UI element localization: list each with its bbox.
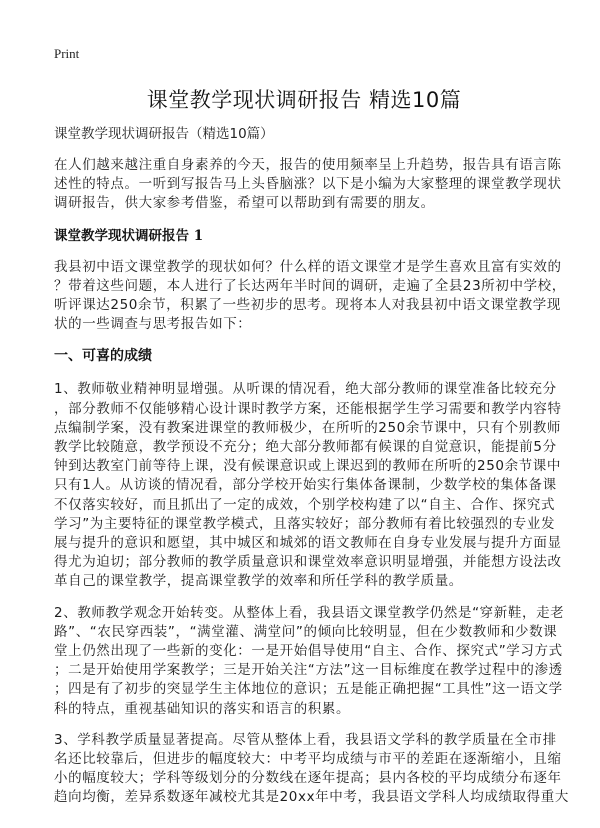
text-line: 堂上仍然出现了一些新的变化：一是开始倡导使用“自主、合作、探究式”学习方式: [54, 643, 563, 660]
section-heading: 课堂教学现状调研报告 1: [54, 227, 204, 244]
text-line: 路”、“农民穿西装”，“满堂灌、满堂问”的倾向比较明显，但在少数教师和少数课: [54, 623, 558, 640]
text-line: ，部分教师不仅能够精心设计课时教学方案，还能根据学生学习需要和教学内容特: [54, 400, 562, 417]
text-line: 在人们越来越注重自身素养的今天，报告的使用频率呈上升趋势，报告具有语言陈: [54, 157, 562, 173]
document-subtitle: 课堂教学现状调研报告（精选10篇）: [54, 126, 274, 142]
text-line: 趋向均衡，差异系数逐年减校尤其是20xx年中考，我县语文学科人均成绩取得重大: [54, 789, 569, 806]
item-3-paragraph: [54, 731, 569, 808]
text-line: ；二是开始使用学案教学；三是开始关注“方法”这一目标维度在教学过程中的渗透: [54, 662, 563, 679]
text-line: 调研报告，供大家参考借鉴，希望可以帮助到有需要的朋友。: [54, 195, 435, 212]
text-line: 不仅落实较好，而且抓出了一定的成效，个别学校构建了以“自主、合作、探究式: [54, 496, 556, 513]
document-title: 课堂教学现状调研报告 精选10篇: [146, 88, 462, 112]
text-line: ？带着这些问题，本人进行了长达两年半时间的调研，走遍了全县23所初中学校，: [54, 277, 566, 294]
text-line: 1、教师敬业精神明显增强。从听课的情况看，绝大部分教师的课堂准备比较充分: [54, 381, 557, 398]
text-line: 述性的特点。一听到写报告马上头昏脑涨？以下是小编为大家整理的课堂教学现状: [54, 176, 562, 193]
text-line: 名还比较靠后，但进步的幅度较大：中考平均成绩与市平的差距在逐渐缩小，且缩: [54, 751, 562, 768]
opening-paragraph: [54, 258, 566, 335]
text-line: 我县初中语文课堂教学的现状如何？什么样的语文课堂才是学生喜欢且富有实效的: [54, 258, 562, 275]
intro-paragraph: [54, 156, 562, 214]
text-line: 得尤为迫切；部分教师的教学质量意识和课堂效率意识明显增强，并能想方设法改: [54, 554, 562, 571]
text-line: 状的一些调查与思考报告如下：: [54, 316, 252, 333]
text-line: 2、教师教学观念开始转变。从整体上看，我县语文课堂教学仍然是“穿新鞋，走老: [54, 604, 565, 621]
text-line: 学习”为主要特征的课堂教学模式，且落实较好；部分教师有着比较强烈的专业发: [54, 515, 556, 532]
text-line: 小的幅度较大；学科等级划分的分数线在逐年提高；县内各校的平均成绩分布逐年: [54, 770, 562, 787]
text-line: ；四是有了初步的突显学生主体地位的意识；五是能正确把握“工具性”这一语文学: [54, 681, 563, 698]
text-line: 科的特点，重视基础知识的落实和语言的积累。: [54, 700, 351, 717]
text-line: 革自己的课堂教学，提高课堂教学的效率和所任学科的教学质量。: [54, 573, 463, 590]
text-line: 展与提升的意识和愿望，其中城区和城郊的语文教师在自身专业发展与提升方面显: [54, 535, 562, 552]
text-line: 钟到达教室门前等待上课，没有候课意识或上课迟到的教师在所听的250余节课中: [54, 458, 561, 475]
item-1-paragraph: [54, 380, 562, 591]
text-line: 教学比较随意，教学预设不充分；绝大部分教师都有候课的自觉意识，能提前5分: [54, 439, 557, 456]
text-line: 3、学科教学质量显著提高。尽管从整体上看，我县语文学科的教学质量在全市排: [54, 731, 557, 748]
document-page: [54, 44, 569, 820]
print-label: Print: [54, 46, 80, 61]
part-heading: 一、可喜的成绩: [54, 348, 152, 365]
text-line: 只有1人。从访谈的情况看，部分学校开始实行集体备课制，少数学校的集体备课: [54, 477, 557, 494]
text-line: 听评课达250余节，积累了一些初步的思考。现将本人对我县初中语文课堂教学现: [54, 297, 561, 314]
item-2-paragraph: [54, 604, 565, 719]
text-line: 点编制学案，没有教案进课堂的教师极少，在所听的250余节课中，只有个别教师: [54, 419, 561, 436]
